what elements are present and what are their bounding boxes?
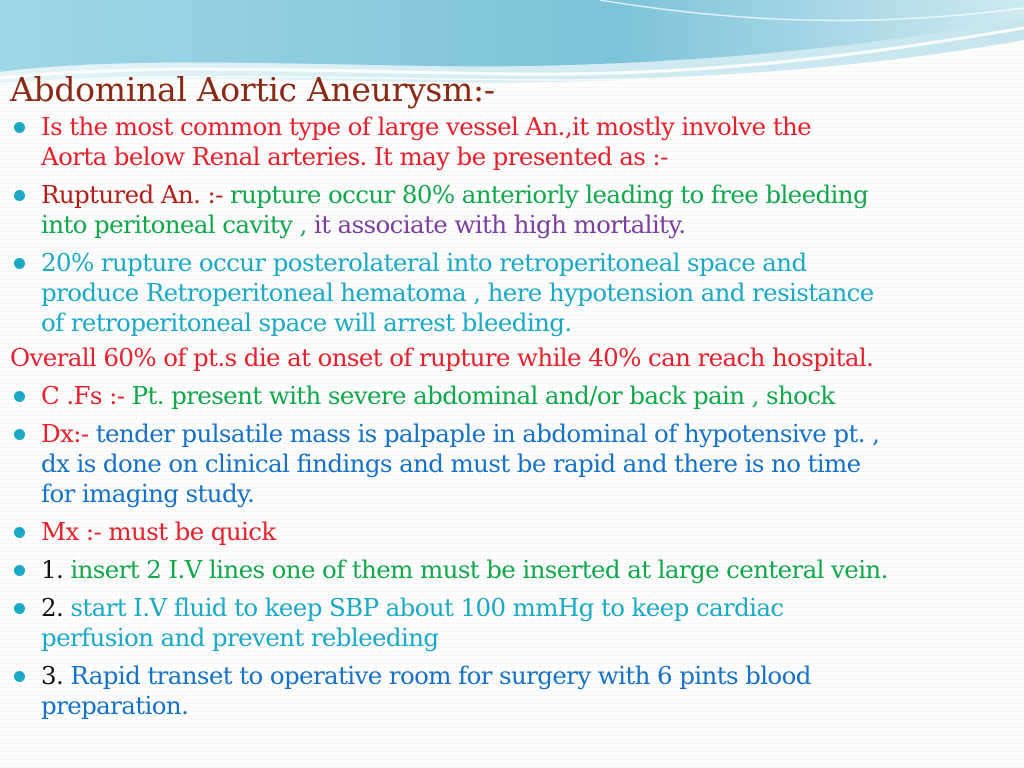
bullet-text: tender pulsatile mass is palpaple in abdominal of hypotensive pt. , bbox=[95, 419, 880, 448]
bullet-icon bbox=[14, 603, 25, 614]
overall-statement: Overall 60% of pt.s die at onset of rupture while 40% can reach hospital. bbox=[10, 343, 874, 372]
bullet-icon bbox=[14, 258, 25, 269]
step-number: 1. bbox=[41, 555, 71, 584]
bullet-icon bbox=[14, 190, 25, 201]
bullet-icon bbox=[14, 122, 25, 133]
bullet-icon bbox=[14, 429, 25, 440]
step-number: 2. bbox=[41, 593, 71, 622]
step-number: 3. bbox=[41, 661, 71, 690]
bullet-text: 20% rupture occur posterolateral into retroperitoneal space and bbox=[41, 248, 807, 277]
bullet-text: Rapid transet to operative room for surgery with 6 pints blood bbox=[70, 661, 811, 690]
bullet-item-diagnosis bbox=[10, 419, 1014, 449]
bullet-icon bbox=[14, 391, 25, 402]
bullet-item-step-3 bbox=[10, 661, 1014, 691]
bullet-continuation: produce Retroperitoneal hematoma , here hypotension and resistance bbox=[41, 278, 874, 307]
bullet-icon bbox=[14, 527, 25, 538]
bullet-text: rupture occur 80% anteriorly leading to free bleeding bbox=[229, 180, 869, 209]
bullet-continuation: Aorta below Renal arteries. It may be presented as :- bbox=[41, 142, 668, 171]
slide-content bbox=[10, 70, 1014, 721]
bullet-text: Is the most common type of large vessel An.,it mostly involve the bbox=[41, 112, 812, 141]
bullet-icon bbox=[14, 565, 25, 576]
bullet-text: insert 2 I.V lines one of them must be inserted at large centeral vein. bbox=[70, 555, 888, 584]
bullet-label: Ruptured An. :- bbox=[41, 180, 230, 209]
bullet-text: Pt. present with severe abdominal and/or back pain , shock bbox=[131, 381, 835, 410]
bullet-continuation: of retroperitoneal space will arrest bleeding. bbox=[41, 308, 572, 337]
bullet-continuation: dx is done on clinical findings and must be rapid and there is no time bbox=[41, 449, 861, 478]
bullet-label: Mx :- bbox=[41, 517, 109, 546]
bullet-item-step-2 bbox=[10, 593, 1014, 623]
bullet-text: must be quick bbox=[108, 517, 276, 546]
bullet-item-posterolateral bbox=[10, 248, 1014, 278]
bullet-item-step-1 bbox=[10, 555, 1014, 585]
bullet-label: Dx:- bbox=[41, 419, 96, 448]
bullet-continuation: for imaging study. bbox=[41, 479, 255, 508]
bullet-label: C .Fs :- bbox=[41, 381, 132, 410]
bullet-continuation: into peritoneal cavity , it associate with high mortality. bbox=[41, 210, 686, 239]
bullet-continuation: preparation. bbox=[41, 691, 189, 720]
slide-title: Abdominal Aortic Aneurysm:- bbox=[10, 70, 495, 109]
bullet-continuation: perfusion and prevent rebleeding bbox=[41, 623, 439, 652]
bullet-icon bbox=[14, 671, 25, 682]
bullet-item-ruptured bbox=[10, 180, 1014, 210]
bullet-text: start I.V fluid to keep SBP about 100 mmHg to keep cardiac bbox=[70, 593, 784, 622]
bullet-item-definition bbox=[10, 112, 1014, 142]
bullet-item-management bbox=[10, 517, 1014, 547]
bullet-item-clinical-features bbox=[10, 381, 1014, 411]
